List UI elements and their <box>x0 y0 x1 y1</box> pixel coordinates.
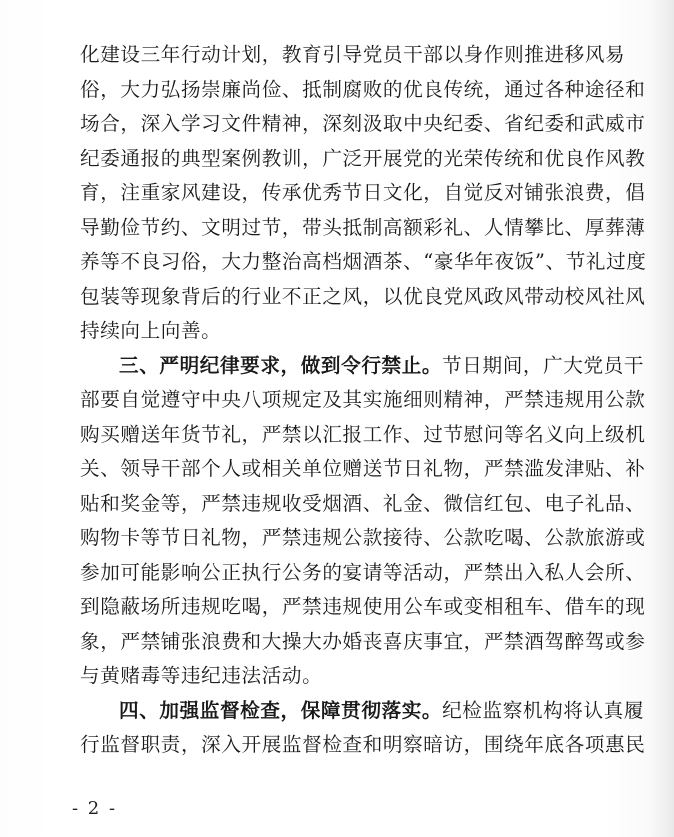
paragraph-2-line-6: 购物卡等节日礼物，严禁违规公款接待、公款吃喝、公款旅游或 <box>80 526 646 549</box>
paragraph-2-line-4: 关、领导干部个人或相关单位赠送节日礼物，严禁滥发津贴、补 <box>80 457 646 480</box>
page-edge-shadow <box>648 0 674 837</box>
paragraph-2-line-3: 购买赠送年货节礼，严禁以汇报工作、过节慰问等名义向上级机 <box>80 423 646 446</box>
paragraph-2-line-8: 到隐蔽场所违规吃喝，严禁违规使用公车或变相租车、借车的现 <box>80 595 646 618</box>
paragraph-1-line-6: 导勤俭节约、文明过节，带头抵制高额彩礼、人情攀比、厚葬薄 <box>80 216 646 239</box>
paragraph-1-line-8: 包装等现象背后的行业不正之风，以优良党风政风带动校风社风 <box>80 285 646 308</box>
paragraph-1-line-7: 养等不良习俗，大力整治高档烟酒茶、“豪华年夜饭”、节礼过度 <box>80 250 647 273</box>
paragraph-2-first-line-rest: 节日期间，广大党员干 <box>442 354 645 377</box>
paragraph-1-line-4: 纪委通报的典型案例教训，广泛开展党的光荣传统和优良作风教 <box>80 147 646 170</box>
paragraph-1-line-3: 场合，深入学习文件精神，深刻汲取中央纪委、省纪委和武威市 <box>80 112 646 135</box>
paragraph-1-line-9: 持续向上向善。 <box>80 319 222 342</box>
paragraph-3-first-line-rest: 纪检监察机构将认真履 <box>442 699 645 722</box>
section-heading-3: 三、严明纪律要求，做到令行禁止。 <box>119 354 443 377</box>
paragraph-1-line-2: 俗，大力弘扬崇廉尚俭、抵制腐败的优良传统，通过各种途径和 <box>80 78 646 101</box>
paragraph-2-line-2: 部要自觉遵守中央八项规定及其实施细则精神，严禁违规用公款 <box>80 388 646 411</box>
paragraph-2-line-5: 贴和奖金等，严禁违规收受烟酒、礼金、微信红包、电子礼品、 <box>80 492 646 515</box>
paragraph-3-first-line <box>119 693 645 729</box>
paragraph-2-line-10: 与黄赌毒等违纪违法活动。 <box>80 664 323 687</box>
paragraph-1-line-1: 化建设三年行动计划，教育引导党员干部以身作则推进移风易 <box>80 43 626 66</box>
paragraph-2-line-7: 参加可能影响公正执行公务的宴请等活动，严禁出入私人会所、 <box>80 561 646 584</box>
paragraph-1-line-5: 育，注重家风建设，传承优秀节日文化，自觉反对铺张浪费，倡 <box>80 181 646 204</box>
paragraph-2-line-9: 象，严禁铺张浪费和大操大办婚丧喜庆事宜，严禁酒驾醉驾或参 <box>80 630 646 653</box>
page-number: - 2 - <box>72 798 118 819</box>
paragraph-2-first-line <box>119 348 645 384</box>
paragraph-3-line-2: 行监督职责，深入开展监督检查和明察暗访，围绕年底各项惠民 <box>80 733 646 756</box>
section-heading-4: 四、加强监督检查，保障贯彻落实。 <box>119 699 443 722</box>
